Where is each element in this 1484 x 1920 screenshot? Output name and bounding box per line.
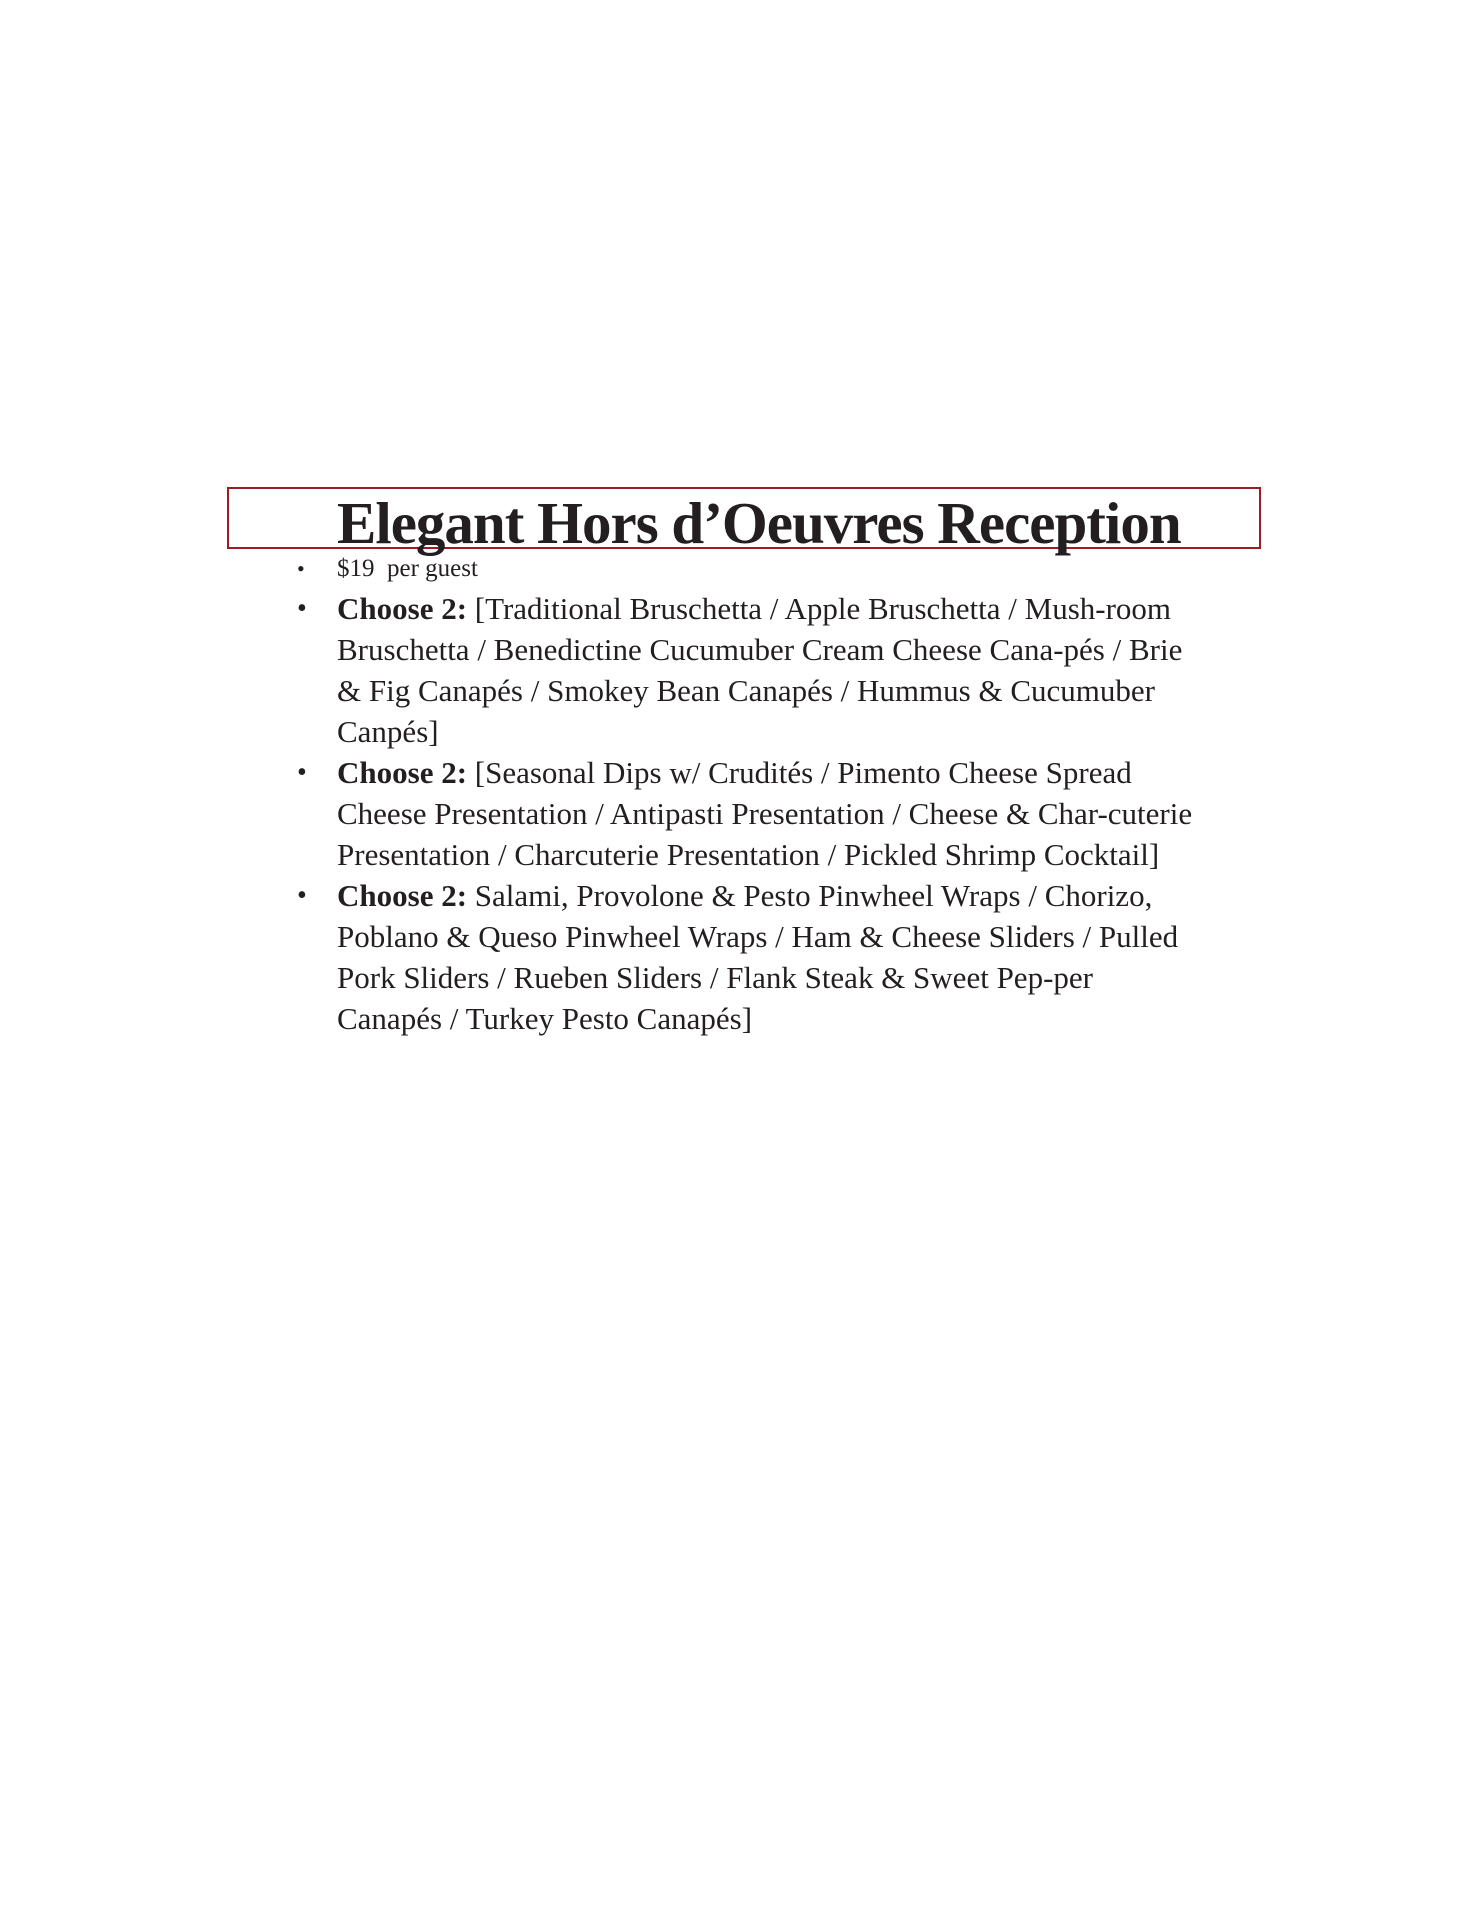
list-item — [297, 752, 1197, 875]
list-item — [297, 588, 1197, 752]
price-item — [297, 550, 1197, 588]
bullet-icon: • — [297, 757, 307, 788]
item-text: [Traditional Bruschetta / Apple Bruschetta / Mush-room Bruschetta / Benedictine Cucumuber Cream Cheese Cana-pés / Brie & Fig Canapés / Smokey Bean Canapés / Hummus & Cucumuber Canpés] — [337, 591, 1183, 749]
list-item — [297, 875, 1197, 1039]
item-text: [Seasonal Dips w/ Crudités / Pimento Cheese Spread Cheese Presentation / Antipasti Presentation / Cheese & Char-cuterie Presentation / Charcuterie Presentation / Pickled Shrimp Cocktail] — [337, 755, 1193, 872]
bullet-icon: • — [297, 556, 305, 581]
bullet-icon: • — [297, 593, 307, 624]
page-title: Elegant Hors d’Oeuvres Reception — [337, 490, 1181, 556]
choose-label: Choose 2: — [337, 591, 468, 626]
bullet-icon: • — [297, 880, 307, 911]
item-text: Salami, Provolone & Pesto Pinwheel Wraps / Chorizo, Poblano & Queso Pinwheel Wraps / Ham & Cheese Sliders / Pulled Pork Sliders / Rueben Sliders / Flank Steak & Sweet Pep-per Canapés / Turkey Pesto Canapés] — [337, 878, 1179, 1036]
menu-list — [297, 550, 1197, 1039]
choose-label: Choose 2: — [337, 878, 468, 913]
price-unit: per guest — [387, 555, 478, 582]
price-value: $19 — [337, 555, 375, 582]
choose-label: Choose 2: — [337, 755, 468, 790]
